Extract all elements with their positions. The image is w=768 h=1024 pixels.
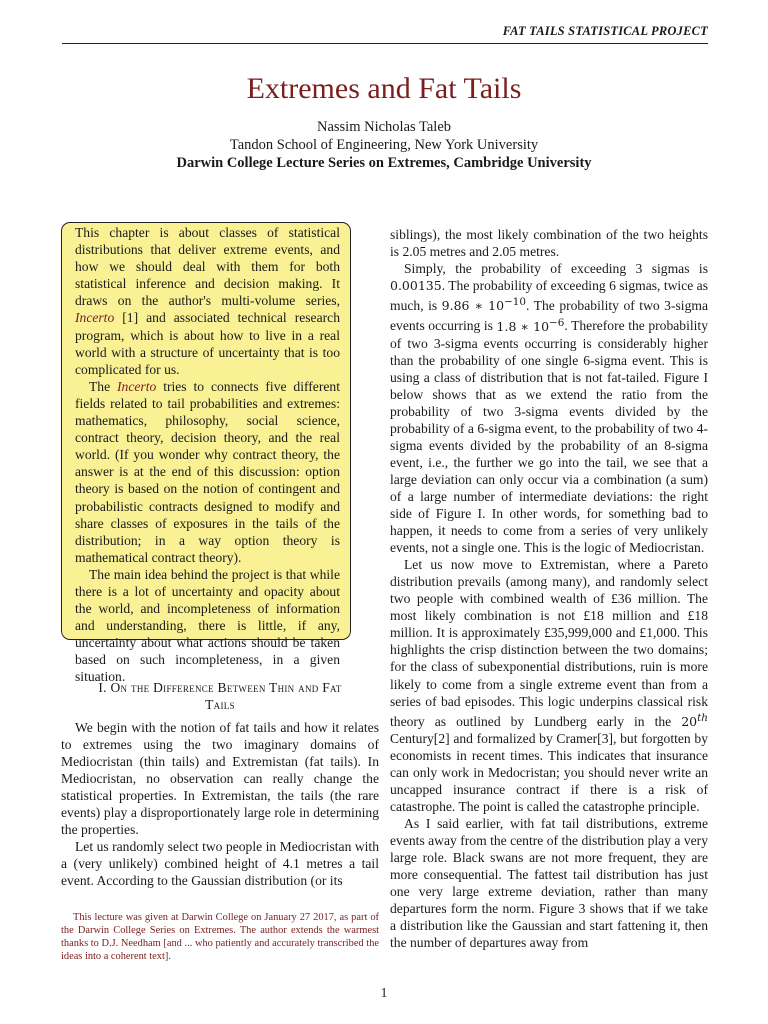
footnote: This lecture was given at Darwin College on January 27 2017, as part of the Darwin College Series on Extremes. The author extends the warmest thanks to D.J. Needham [and ... who patiently and accurately transcribed the ideas into a coherent text]. bbox=[61, 912, 379, 962]
body-paragraph: We begin with the notion of fat tails and how it relates to extremes using the two imaginary domains of Mediocristan (thin tails) and Extremistan (fat tails). In Mediocristan, no observation can really change the statistical properties. In Extremistan, the tails (the rare events) play a disproportionately large role in determining the properties. bbox=[61, 720, 379, 838]
math-exponent: th bbox=[697, 711, 709, 724]
abstract-text: tries to connects five different fields related to tail probabilities and extremes: mathematics, philosophy, social science, contract theory, decision theory, and the real world. (If you wonder why contract theory, the answer is at the end of this discussion: option theory is based on the notion of contingent and probabilistic contracts designed to modify and share classes of exposures in the tails of the distribution; in a way option theory is mathematical contract theory). bbox=[75, 378, 340, 565]
author-name: Nassim Nicholas Taleb bbox=[316, 119, 452, 135]
section-title: Tails bbox=[205, 697, 235, 712]
right-column bbox=[390, 226, 708, 951]
body-paragraph bbox=[390, 556, 708, 815]
body-paragraph: siblings), the most likely combination of the two heights is 2.05 metres and 2.05 metres. bbox=[390, 227, 708, 260]
section-title: On the Difference Between Thin and Fat bbox=[110, 680, 342, 695]
body-text: . The probability of two 3-sigma events occurring is bbox=[390, 298, 708, 334]
body-paragraph: Let us randomly select two people in Mediocristan with a (very unlikely) combined height of 4.1 metres a tail event. According to the Gaussian distribution (or its bbox=[61, 839, 379, 889]
math-value: 0.00135 bbox=[390, 278, 442, 294]
section-number: I. bbox=[98, 680, 107, 695]
abstract-paragraph bbox=[75, 378, 340, 566]
running-head: FAT TAILS STATISTICAL PROJECT bbox=[502, 24, 708, 38]
math-base: 1.8 ∗ 10 bbox=[496, 318, 550, 334]
body-paragraph: As I said earlier, with fat tail distributions, extreme events away from the centre of the distribution play a very large role. Black swans are not more frequent, they are more consequential. The fattest tail distribution has just one very large extreme deviation, rather than many departures form the norm. Figure 3 shows that if we take a distribution like the Gaussian and start fattening it, then the number of departures away from bbox=[390, 816, 708, 951]
paper-title: Extremes and Fat Tails bbox=[246, 72, 522, 105]
abstract-text: [1] and associated technical research program, which is about how to live in a real world with a structure of uncertainty that is too complicated for us. bbox=[75, 310, 340, 377]
body-text: Century[2] and formalized by Cramer[3], but forgotten by economists in recent times. This indicates that insurance can only work in Medocristan; you should never write an uncapped insurance contract if there is a risk of catastrophe. The point is called the catastrophe principle. bbox=[390, 730, 708, 815]
math-base: 20 bbox=[681, 713, 698, 729]
math-value bbox=[496, 316, 565, 334]
abstract-text: The bbox=[89, 378, 111, 394]
incerto-title: Incerto bbox=[117, 378, 157, 394]
abstract-box bbox=[61, 222, 351, 685]
math-value bbox=[681, 711, 709, 729]
body-paragraph bbox=[390, 260, 708, 556]
section-heading bbox=[61, 679, 379, 713]
math-base: 9.86 ∗ 10 bbox=[441, 298, 505, 314]
math-value bbox=[442, 298, 526, 313]
header-rule bbox=[62, 43, 708, 44]
abstract-text: This chapter is about classes of statistical distributions that deliver extreme events, and how we should deal with them for both statistical inference and decision making. It draws on the author's multi-volume series, bbox=[75, 225, 340, 309]
body-text: . Therefore the probability of two 3-sigma events occurring is considerably higher than the probability of one single 6-sigma event. This is using a class of distribution that is not fat-tailed. Figure I below shows that as we extend the ratio from the probability of two 3-sigma events divided by the probability of a 6-sigma event, to the probability of two 4-sigma events divided by the probability of an 8-sigma event, i.e., the further we go into the tail, we see that a large deviation can only occur via a combination (a sum) of a large number of intermediate deviations: the right side of Figure I. In other words, for something bad to happen, it needs to come from a series of very unlikely events, not a single one. This is the logic of Mediocristan. bbox=[390, 318, 708, 556]
incerto-title: Incerto bbox=[75, 310, 115, 326]
body-text: Simply, the probability of exceeding 3 sigmas is bbox=[404, 261, 708, 277]
lecture-series: Darwin College Lecture Series on Extremes, Cambridge University bbox=[176, 155, 592, 171]
math-exponent: −10 bbox=[504, 296, 527, 309]
body-text: Let us now move to Extremistan, where a Pareto distribution prevails (among many), and randomly select two people with combined wealth of £36 million. The most likely combination is not £18 million and £18 million. It is approximately £35,999,000 and £1,000. This highlights the crisp distinction between the two domains; for the class of subexponential distributions, ruin is more likely to come from a single extreme event than from a series of bad episodes. This logic underpins classical risk theory as outlined by Lundberg early in the bbox=[390, 557, 708, 729]
body-text: . The probability of exceeding 6 sigmas, twice as much, is bbox=[390, 278, 708, 314]
left-column bbox=[61, 719, 379, 889]
page-number: 1 bbox=[380, 985, 388, 1000]
abstract-paragraph bbox=[75, 224, 340, 378]
abstract-paragraph: The main idea behind the project is that while there is a lot of uncertainty and opacity about the world, and incompleteness of information and understanding, there is little, if any, uncertainty about what actions should be taken based on such incompleteness, in a given situation. bbox=[75, 566, 340, 685]
author-affiliation: Tandon School of Engineering, New York University bbox=[229, 137, 539, 153]
math-exponent: −6 bbox=[549, 316, 565, 329]
